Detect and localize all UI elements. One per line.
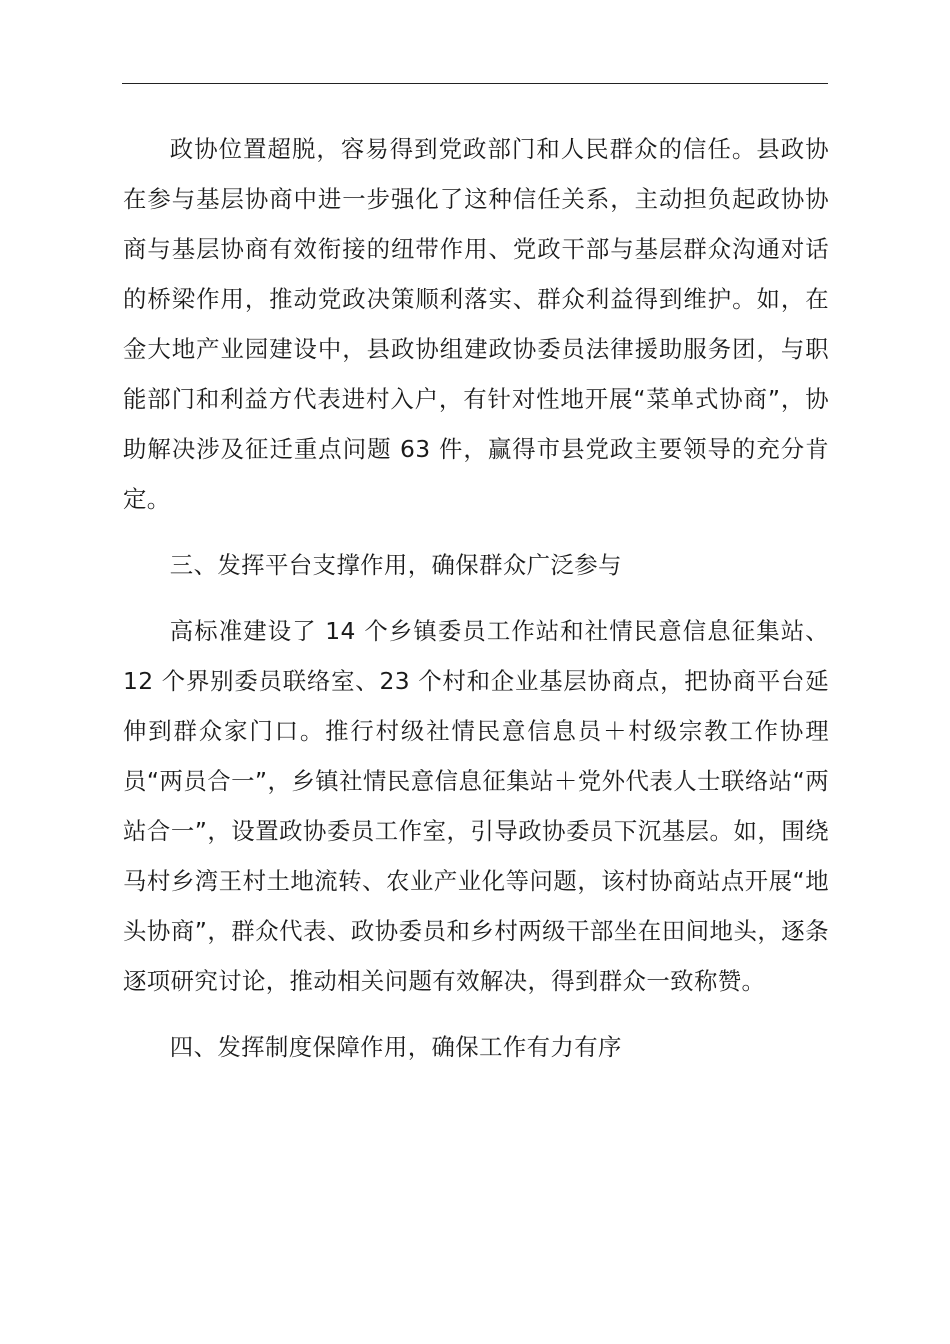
- section-heading-institutional-guarantee: 四、发挥制度保障作用，确保工作有力有序: [169, 1033, 622, 1061]
- section-heading-platform-support: 三、发挥平台支撑作用，确保群众广泛参与: [169, 551, 622, 579]
- document-body: [123, 124, 829, 1072]
- header-rule: [122, 83, 828, 84]
- paragraph-platform-construction: 高标准建设了 14 个乡镇委员工作站和社情民意信息征集站、12 个界别委员联络室、23 个村和企业基层协商点，把协商平台延伸到群众家门口。推行村级社情民意信息员＋村级宗教工作协理员“两员合一”，乡镇社情民意信息征集站＋党外代表人士联络站“两站合一”，设置政协委员工作室，引导政协委员下沉基层。如，围绕马村乡湾王村土地流转、农业产业化等问题，该村协商站点开展“地头协商”，群众代表、政协委员和乡村两级干部坐在田间地头，逐条逐项研究讨论，推动相关问题有效解决，得到群众一致称赞。: [123, 617, 829, 995]
- paragraph-trust-building: 政协位置超脱，容易得到党政部门和人民群众的信任。县政协在参与基层协商中进一步强化了这种信任关系，主动担负起政协协商与基层协商有效衔接的纽带作用、党政干部与基层群众沟通对话的桥梁作用，推动党政决策顺利落实、群众利益得到维护。如，在金大地产业园建设中，县政协组建政协委员法律援助服务团，与职能部门和利益方代表进村入户，有针对性地开展“菜单式协商”，协助解决涉及征迁重点问题 63 件，赢得市县党政主要领导的充分肯定。: [123, 135, 829, 513]
